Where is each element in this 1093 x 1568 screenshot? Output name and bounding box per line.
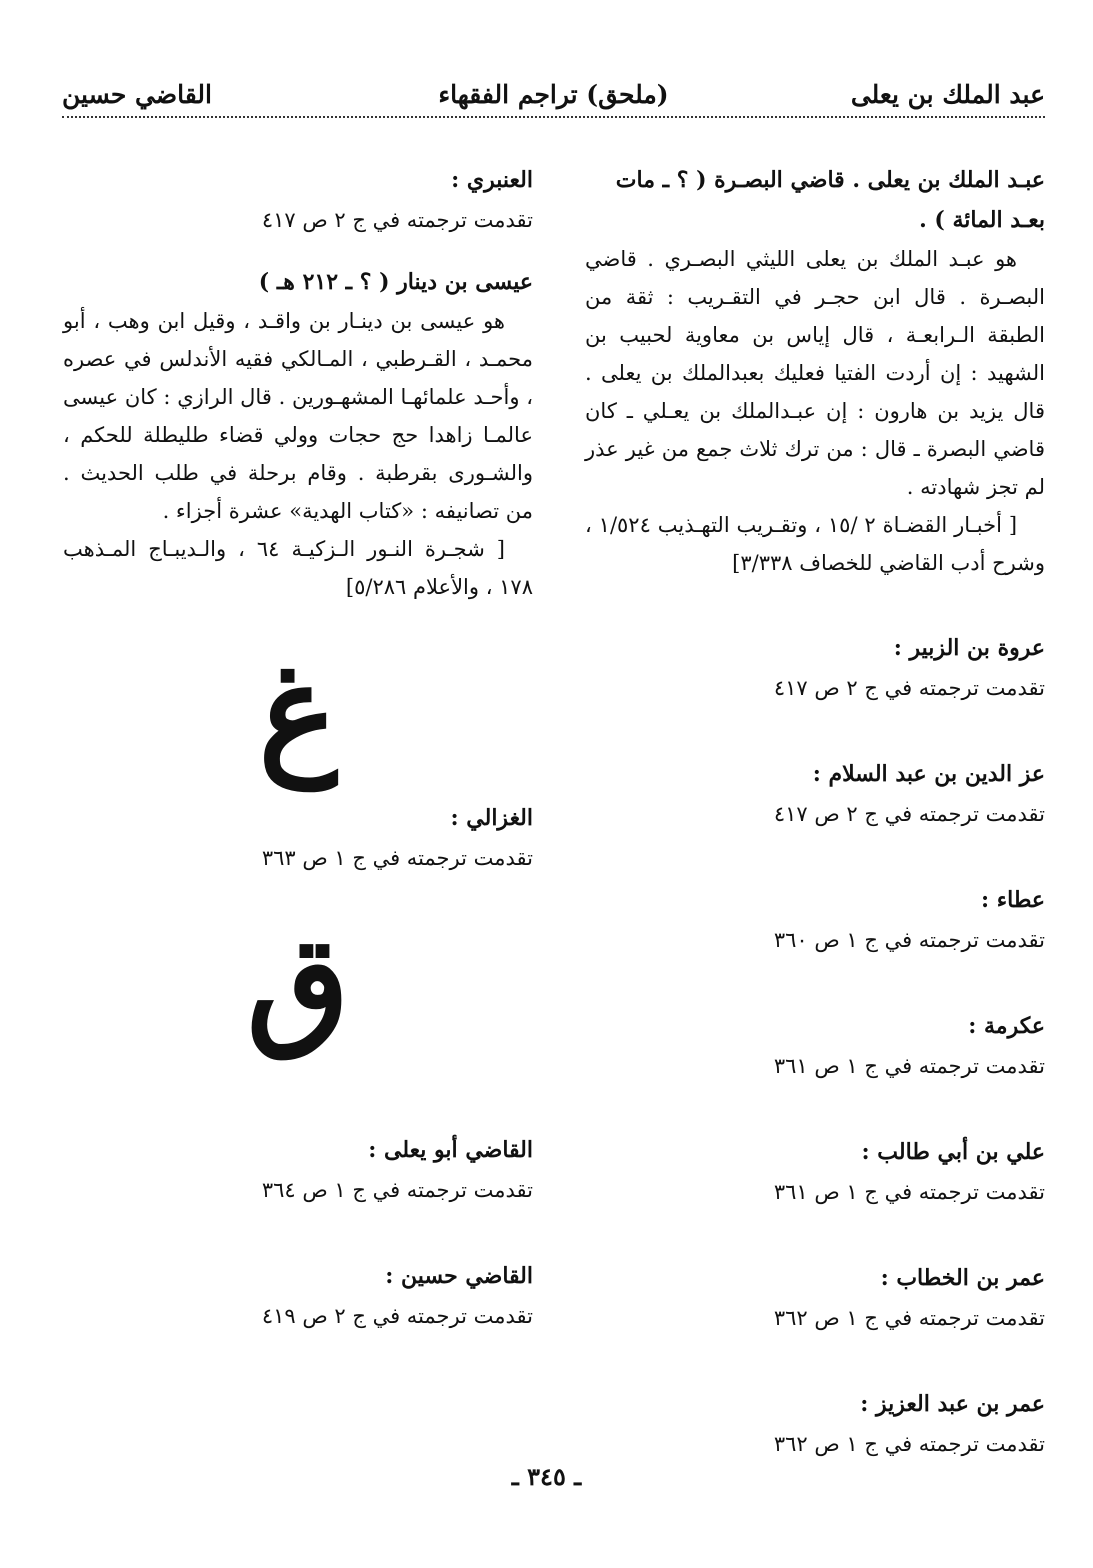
running-head	[62, 74, 1045, 118]
entry-sources: [ أخبـار القضـاة ٢ /١٥ ، وتقـريب التهـذيب ١/٥٢٤ ، وشرح أدب القاضي للخصاف ٣/٣٣٨]	[585, 513, 1045, 575]
entry-title: عبـد الملك بن يعلى . قاضي البصـرة ( ؟ ـ مات بعـد المائة ) .	[615, 167, 1045, 233]
entry-ref: تقدمت ترجمته في ج ٢ ص ٤١٧	[261, 208, 533, 232]
entry-title: عمر بن الخطاب :	[880, 1265, 1045, 1291]
entry-title: الغزالي :	[450, 805, 533, 831]
right-column	[585, 160, 1045, 1464]
entry-ref: تقدمت ترجمته في ج ١ ص ٣٦١	[773, 1180, 1045, 1204]
left-column	[63, 160, 533, 1336]
entry-body: هو عبـد الملك بن يعلى الليثي البصـري . قاضي البصـرة . قال ابن حجـر في التقـريب : ثقة من الطبقة الـرابعـة ، قال إياس بن معاوية لحبيب بن الشهيد : إن أردت الفتيا فعليك بعبدالملك بن يعلى . قال يزيد بن هارون : إن عبـدالملك بن يعـلي ـ كان قاضي البصرة ـ قال : من ترك ثلاث جمع من غير عذر لم تجز شهادته .	[585, 247, 1045, 499]
entry-title: عكرمة :	[968, 1013, 1045, 1039]
section-letter-ghayn: غ	[258, 635, 338, 790]
entry-ref: تقدمت ترجمته في ج ١ ص ٣٦٠	[773, 928, 1045, 952]
entry-ref: تقدمت ترجمته في ج ٢ ص ٤١٧	[773, 802, 1045, 826]
entry-body: هو عيسى بن دينـار بن واقـد ، وقيل ابن وهب ، أبو محمـد ، القـرطبي ، المـالكي فقيه الأندلس في عصره ، وأحـد علمائهـا المشهـورين . قال الرازي : كان عيسى عالمـا زاهدا حج حجات وولي قضاء طليطلة للحكم ، والشـورى بقرطبة . وقام برحلة في طلب الحديث . من تصانيفه : «كتاب الهدية» عشرة أجزاء .	[63, 309, 533, 523]
entry-ref: تقدمت ترجمته في ج ٢ ص ٤١٧	[773, 676, 1045, 700]
dotted-divider	[62, 116, 1045, 118]
entry-ref: تقدمت ترجمته في ج ١ ص ٣٦١	[773, 1054, 1045, 1078]
page-number: ـ ٣٤٥ ـ	[511, 1462, 582, 1491]
entry-title: القاضي حسين :	[385, 1263, 533, 1289]
entry-sources: [ شجـرة النـور الـزكيـة ٦٤ ، والـديبـاج المـذهب ١٧٨ ، والأعلام ٥/٢٨٦]	[63, 537, 533, 599]
entry-ref: تقدمت ترجمته في ج ١ ص ٣٦٣	[261, 846, 533, 870]
running-head-left: القاضي حسين	[62, 80, 212, 109]
entry-title: عز الدين بن عبد السلام :	[812, 761, 1045, 787]
entry-title: عروة بن الزبير :	[893, 635, 1045, 661]
entry-ref: تقدمت ترجمته في ج ٢ ص ٤١٩	[261, 1304, 533, 1328]
entry-ref: تقدمت ترجمته في ج ١ ص ٣٦٢	[773, 1432, 1045, 1456]
entry-title: عيسى بن دينار ( ؟ ـ ٢١٢ هـ )	[258, 269, 533, 295]
entry-ref: تقدمت ترجمته في ج ١ ص ٣٦٤	[261, 1178, 533, 1202]
entry-title: عطاء :	[980, 887, 1045, 913]
entry-ref: تقدمت ترجمته في ج ١ ص ٣٦٢	[773, 1306, 1045, 1330]
entry-title: العنبري :	[451, 167, 533, 193]
running-head-right: عبد الملك بن يعلى	[850, 80, 1045, 109]
entry-title: القاضي أبو يعلى :	[368, 1137, 533, 1163]
entry-title: علي بن أبي طالب :	[861, 1139, 1045, 1165]
running-head-center: (ملحق) تراجم الفقهاء	[438, 80, 669, 109]
entry-title: عمر بن عبد العزيز :	[860, 1391, 1045, 1417]
section-letter-qaf: ق	[246, 907, 350, 1062]
